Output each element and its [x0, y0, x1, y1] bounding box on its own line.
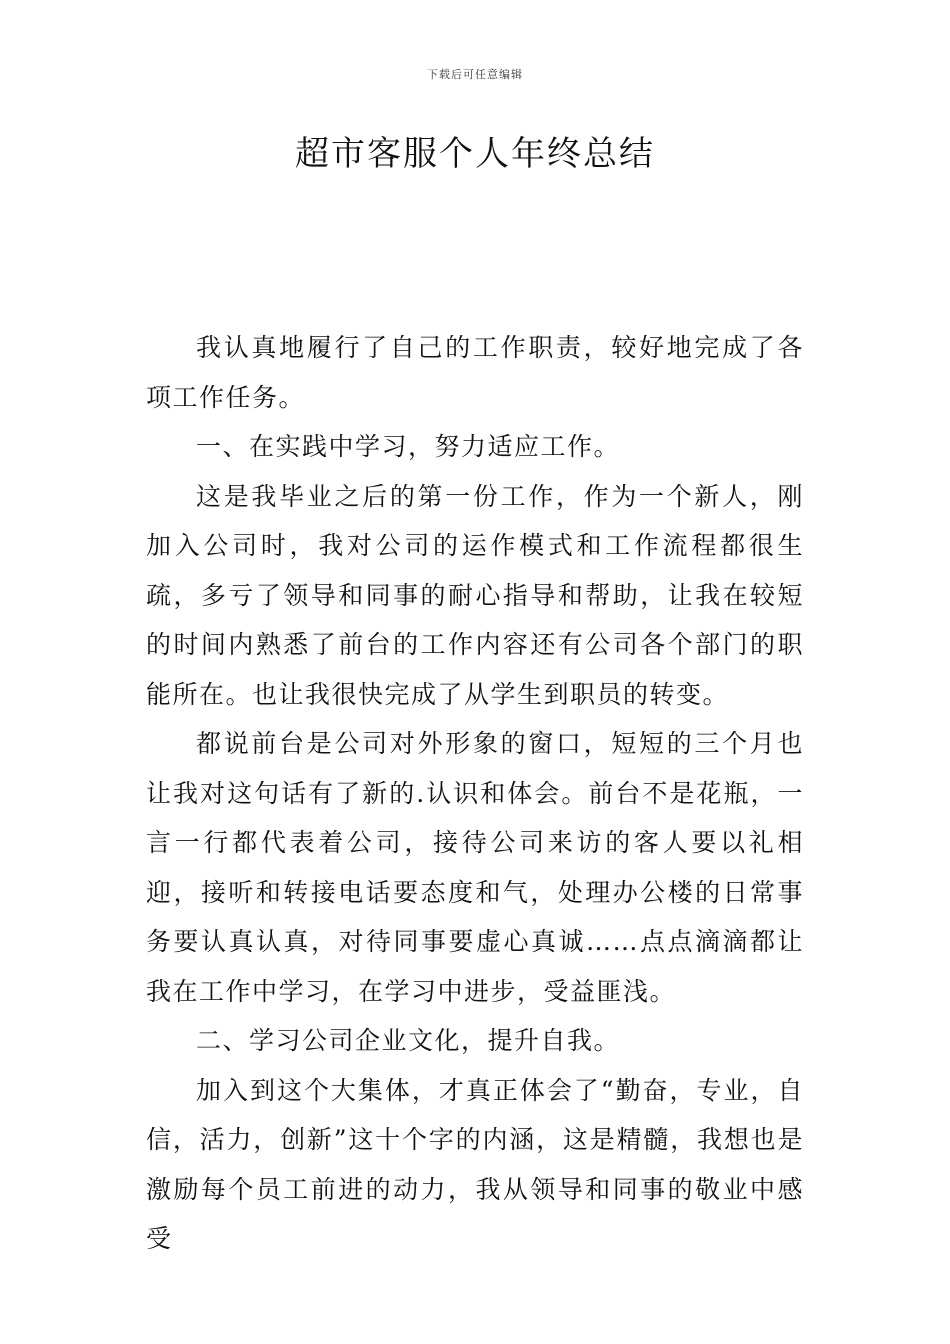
section-heading-1: 一、在实践中学习，努力适应工作。 — [196, 432, 621, 461]
paragraph-company-culture: 加入到这个大集体，才真正体会了“勤奋，专业，自信，活力，创新”这十个字的内涵，这是精髓，我想也是激励每个员工前进的动力，我从领导和同事的敬业中感受 — [146, 1075, 804, 1253]
document-title: 超市客服个人年终总结 — [295, 134, 655, 174]
paragraph-front-desk: 都说前台是公司对外形象的窗口，短短的三个月也让我对这句话有了新的.认识和体会。前台不是花瓶，一言一行都代表着公司，接待公司来访的客人要以礼相迎，接听和转接电话要态度和气，处理办公楼的日常事务要认真认真，对待同事要虚心真诚……点点滴滴都让我在工作中学习，在学习中进步，受益匪浅。 — [146, 729, 804, 1006]
header-note: 下载后可任意编辑 — [427, 68, 523, 81]
document-body — [146, 323, 804, 1264]
paragraph-first-job: 这是我毕业之后的第一份工作，作为一个新人，刚加入公司时，我对公司的运作模式和工作流程都很生疏，多亏了领导和同事的耐心指导和帮助，让我在较短的时间内熟悉了前台的工作内容还有公司各个部门的职能所在。也让我很快完成了从学生到职员的转变。 — [146, 481, 804, 709]
section-heading-2: 二、学习公司企业文化，提升自我。 — [196, 1026, 621, 1055]
paragraph-intro: 我认真地履行了自己的工作职责，较好地完成了各项工作任务。 — [146, 333, 804, 412]
